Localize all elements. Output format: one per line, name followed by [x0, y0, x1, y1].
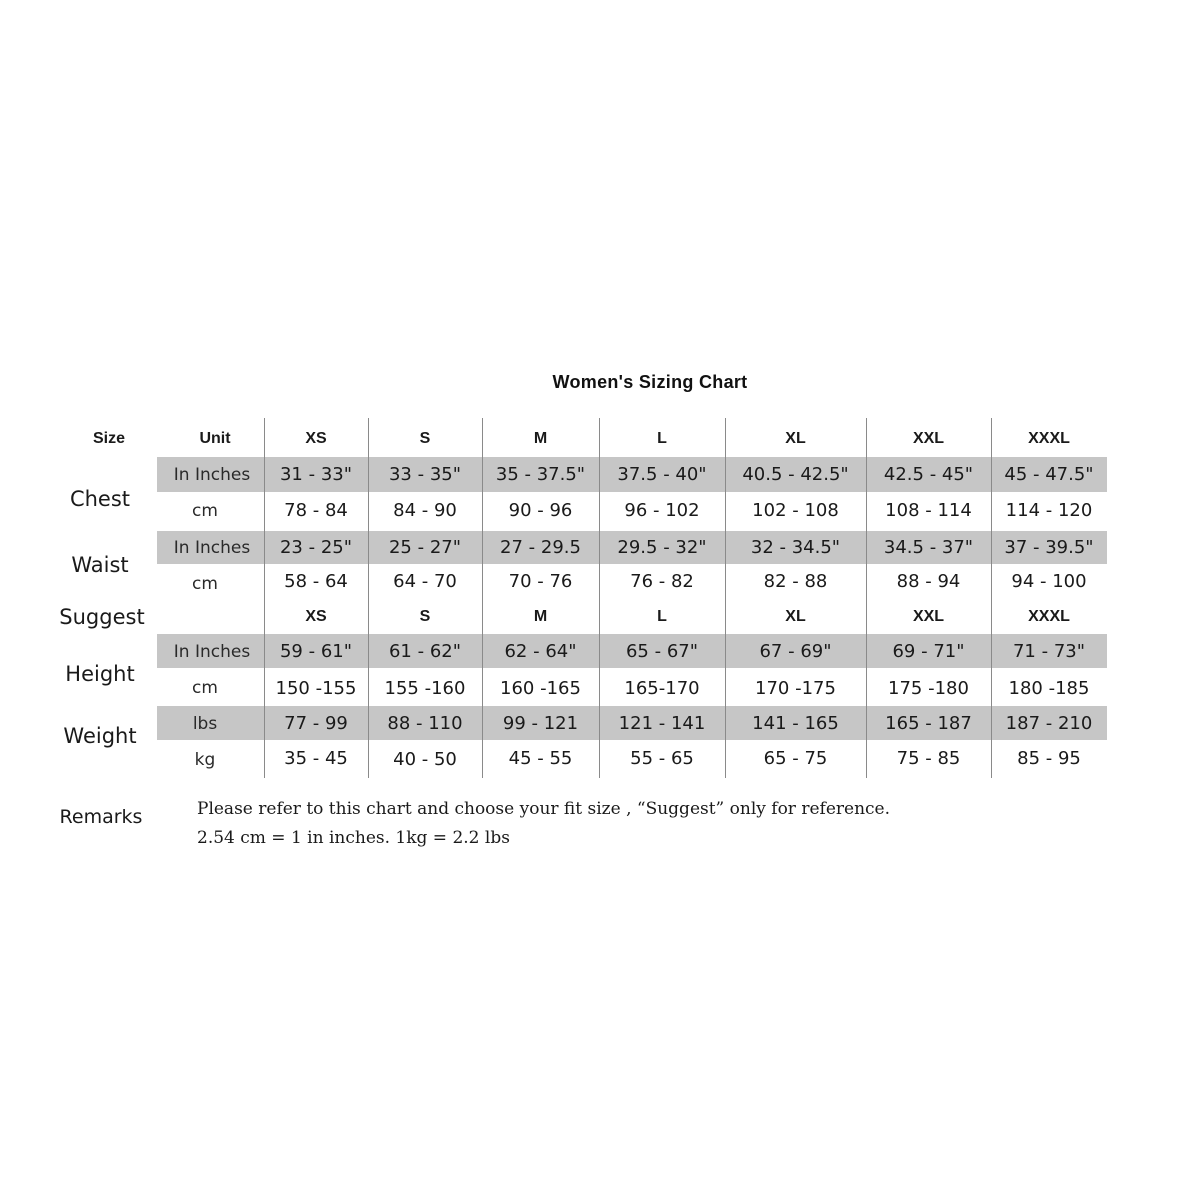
- height-cm-l: 165-170: [624, 678, 700, 699]
- weight-lbs-xxl: 165 - 187: [885, 713, 972, 734]
- height-inches-unit: In Inches: [173, 642, 251, 662]
- weight-lbs-s: 88 - 110: [387, 713, 463, 734]
- height-inches-xxxl: 71 - 73": [1012, 641, 1086, 662]
- weight-kg-l: 55 - 65: [630, 748, 694, 769]
- waist-inches-s: 25 - 27": [388, 537, 462, 558]
- waist-inches-m: 27 - 29.5: [500, 537, 581, 558]
- chest-cm-s: 84 - 90: [393, 500, 457, 521]
- waist-inches-xl: 32 - 34.5": [750, 537, 841, 558]
- size-header-m: M: [533, 430, 548, 447]
- waist-inches-unit: In Inches: [173, 538, 251, 558]
- weight-lbs-xl: 141 - 165: [752, 713, 839, 734]
- chest-inches-xxl: 42.5 - 45": [883, 464, 974, 485]
- weight-kg-xxl: 75 - 85: [896, 748, 961, 769]
- suggest-size-xl: XL: [785, 608, 806, 625]
- size-header: Size: [92, 430, 125, 447]
- waist-inches-l: 29.5 - 32": [617, 537, 707, 558]
- suggest-size-xxxl: XXXL: [1028, 608, 1070, 625]
- weight-lbs-m: 99 - 121: [502, 713, 579, 734]
- suggest-size-l: L: [657, 608, 667, 625]
- chest-inches-xs: 31 - 33": [279, 464, 353, 485]
- height-inches-xl: 67 - 69": [759, 641, 832, 662]
- waist-cm-l: 76 - 82: [630, 571, 694, 592]
- suggest-size-s: S: [419, 608, 431, 625]
- suggest-size-xxl: XXL: [912, 608, 945, 625]
- chest-inches-m: 35 - 37.5": [495, 464, 586, 485]
- waist-cm-xl: 82 - 88: [763, 571, 828, 592]
- height-inches-xxl: 69 - 71": [892, 641, 965, 662]
- remarks-label: Remarks: [59, 806, 143, 828]
- waist-inches-xxxl: 37 - 39.5": [1004, 537, 1094, 558]
- weight-lbs-unit: lbs: [192, 714, 218, 734]
- height-cm-xxxl: 180 -185: [1008, 678, 1090, 699]
- waist-inches-xs: 23 - 25": [279, 537, 353, 558]
- size-header-xl: XL: [785, 430, 806, 447]
- unit-header: Unit: [199, 430, 231, 447]
- waist-cm-xxl: 88 - 94: [896, 571, 961, 592]
- weight-kg-m: 45 - 55: [508, 748, 573, 769]
- weight-kg-xxxl: 85 - 95: [1017, 748, 1081, 769]
- suggest-label: Suggest: [59, 605, 145, 629]
- height-inches-l: 65 - 67": [625, 641, 699, 662]
- chest-cm-xl: 102 - 108: [752, 500, 839, 521]
- chest-inches-l: 37.5 - 40": [617, 464, 707, 485]
- chest-inches-xxxl: 45 - 47.5": [1004, 464, 1094, 485]
- waist-cm-xs: 58 - 64: [284, 571, 348, 592]
- suggest-size-xs: XS: [305, 608, 327, 625]
- remarks-text: [197, 795, 890, 853]
- chest-inches-unit: In Inches: [173, 465, 251, 485]
- size-header-xxxl: XXXL: [1028, 430, 1070, 447]
- chest-cm-l: 96 - 102: [624, 500, 700, 521]
- chest-cm-m: 90 - 96: [508, 500, 573, 521]
- size-header-xs: XS: [305, 430, 327, 447]
- weight-lbs-l: 121 - 141: [618, 713, 706, 734]
- remarks-line-2: 2.54 cm = 1 in inches. 1kg = 2.2 lbs: [197, 828, 510, 848]
- height-cm-xxl: 175 -180: [888, 678, 969, 699]
- weight-lbs-xxxl: 187 - 210: [1005, 713, 1093, 734]
- chest-cm-unit: cm: [192, 501, 218, 521]
- chest-inches-xl: 40.5 - 42.5": [742, 464, 849, 485]
- chart-title: Women's Sizing Chart: [552, 372, 748, 392]
- weight-kg-s: 40 - 50: [393, 749, 457, 770]
- weight-label: Weight: [63, 724, 137, 748]
- remarks-line-1: Please refer to this chart and choose your fit size , “Suggest” only for reference.: [197, 799, 890, 819]
- size-header-l: L: [657, 430, 667, 447]
- height-cm-xl: 170 -175: [755, 678, 836, 699]
- height-cm-m: 160 -165: [500, 678, 581, 699]
- height-cm-unit: cm: [192, 678, 218, 698]
- height-cm-s: 155 -160: [384, 678, 466, 699]
- waist-label: Waist: [71, 553, 129, 577]
- chest-inches-s: 33 - 35": [388, 464, 462, 485]
- size-header-xxl: XXL: [912, 430, 945, 447]
- chest-cm-xs: 78 - 84: [284, 500, 348, 521]
- weight-lbs-xs: 77 - 99: [284, 713, 348, 734]
- chest-cm-xxxl: 114 - 120: [1005, 500, 1093, 521]
- weight-kg-unit: kg: [194, 750, 216, 770]
- chest-cm-xxl: 108 - 114: [885, 500, 972, 521]
- height-cm-xs: 150 -155: [275, 678, 357, 699]
- height-label: Height: [65, 662, 135, 686]
- size-header-s: S: [419, 430, 431, 447]
- weight-kg-xl: 65 - 75: [763, 748, 828, 769]
- waist-cm-s: 64 - 70: [393, 571, 457, 592]
- height-inches-s: 61 - 62": [388, 641, 462, 662]
- weight-kg-xs: 35 - 45: [284, 748, 348, 769]
- chest-label: Chest: [69, 487, 131, 511]
- suggest-size-m: M: [533, 608, 548, 625]
- waist-cm-xxxl: 94 - 100: [1011, 571, 1087, 592]
- waist-inches-xxl: 34.5 - 37": [883, 537, 974, 558]
- height-inches-xs: 59 - 61": [279, 641, 353, 662]
- height-inches-m: 62 - 64": [504, 641, 577, 662]
- waist-cm-unit: cm: [192, 574, 218, 594]
- waist-cm-m: 70 - 76: [508, 571, 573, 592]
